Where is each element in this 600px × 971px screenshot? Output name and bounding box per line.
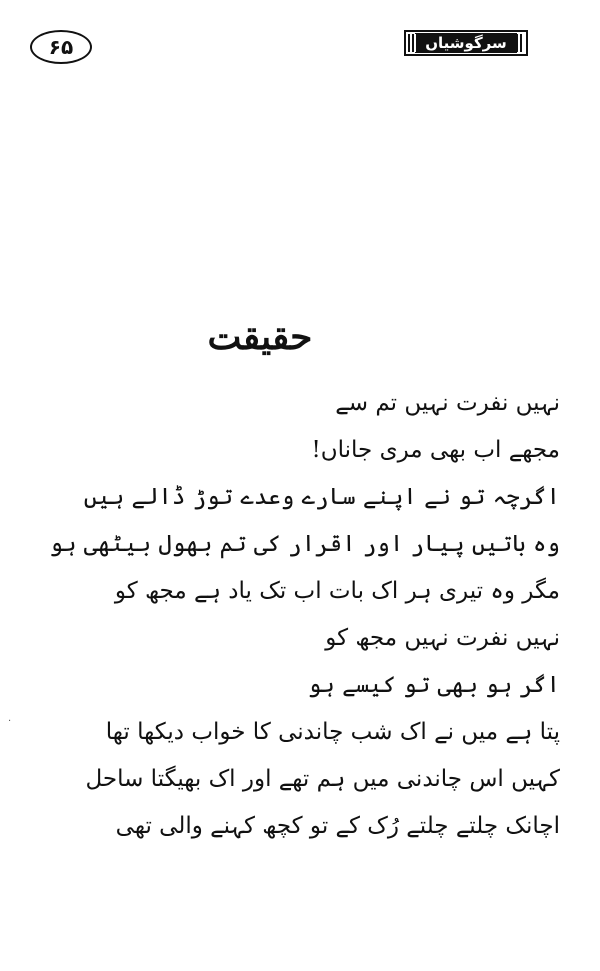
header-stripe-left	[408, 34, 416, 52]
poem-line: اچانک چلتے چلتے رُک کے تو کچھ کہنے والی تھی	[115, 813, 560, 839]
book-title-header	[404, 30, 528, 56]
header-stripe-right	[516, 34, 524, 52]
poem-line: اگرچہ تو نے اپنے سارے وعدے توڑ ڈالے ہیں	[83, 484, 560, 510]
poem-line: مجھے اب بھی مری جاناں!	[311, 437, 560, 463]
poem-line: نہیں نفرت نہیں مجھ کو	[325, 625, 560, 651]
poem-title: حقیقت	[207, 316, 313, 358]
poem-line: اگر ہو بھی تو کیسے ہو	[307, 672, 560, 698]
poem-line: وہ باتیں پیار اور اقرار کی تم بھول بیٹھی ہو	[49, 531, 560, 557]
poem-body	[49, 380, 560, 850]
poem-line: مگر وہ تیری ہر اک بات اب تک یاد ہے مجھ کو	[114, 578, 560, 604]
poem-line: نہیں نفرت نہیں تم سے	[335, 390, 560, 416]
page-number: ۶۵	[30, 30, 92, 64]
poem-line: پتا ہے میں نے اک شب چاندنی کا خواب دیکھا تھا	[105, 719, 560, 745]
poem-line: کہیں اس چاندنی میں ہم تھے اور اک بھیگتا ساحل	[85, 766, 560, 792]
book-title: سرگوشیاں	[415, 33, 517, 53]
stray-mark: ·	[8, 716, 12, 727]
